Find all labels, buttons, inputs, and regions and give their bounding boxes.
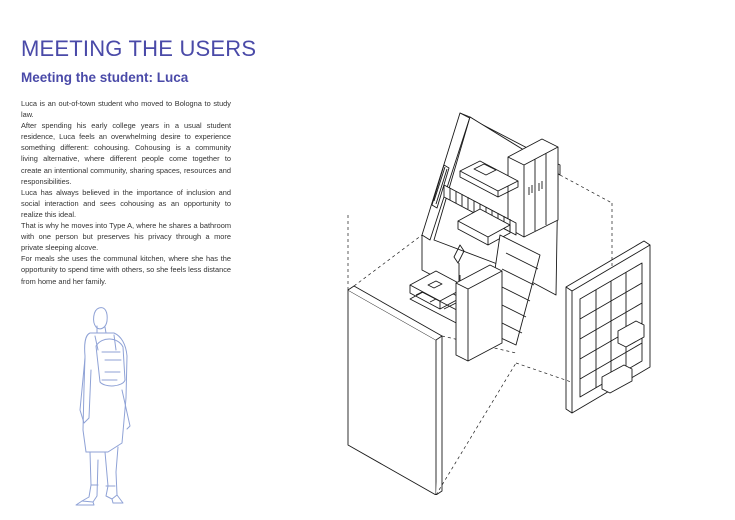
paragraph-cohousing: After spending his early college years in a usual student residence, Luca feels an overwhelming desire to experience something different: cohousing. Cohousing is a community living alternative, where different people come together to create an intentional community, sharing spaces, resources and responsibilities. (21, 121, 231, 186)
student-figure-illustration (60, 300, 150, 510)
description-text (21, 98, 231, 287)
partition (456, 265, 502, 361)
paragraph-intro: Luca is an out-of-town student who moved to Bologna to study law. (21, 99, 231, 120)
page-subtitle: Meeting the student: Luca (21, 70, 189, 85)
paragraph-inclusion: Luca has always believed in the importance of inclusion and social interaction and sees cohousing as an opportunity to realize this ideal. (21, 187, 231, 219)
room-axonometric-drawing (340, 95, 660, 495)
paragraph-type-a: That is why he moves into Type A, where he shares a bathroom with one person but preserves his privacy through a more private sleeping alcove. (21, 221, 231, 253)
exploded-left-wall (348, 290, 436, 495)
page-title: MEETING THE USERS (21, 36, 257, 61)
paragraph-meals: For meals she uses the communal kitchen, where she has the opportunity to spend time with others, so she feels less distance from home and her family. (21, 254, 231, 286)
